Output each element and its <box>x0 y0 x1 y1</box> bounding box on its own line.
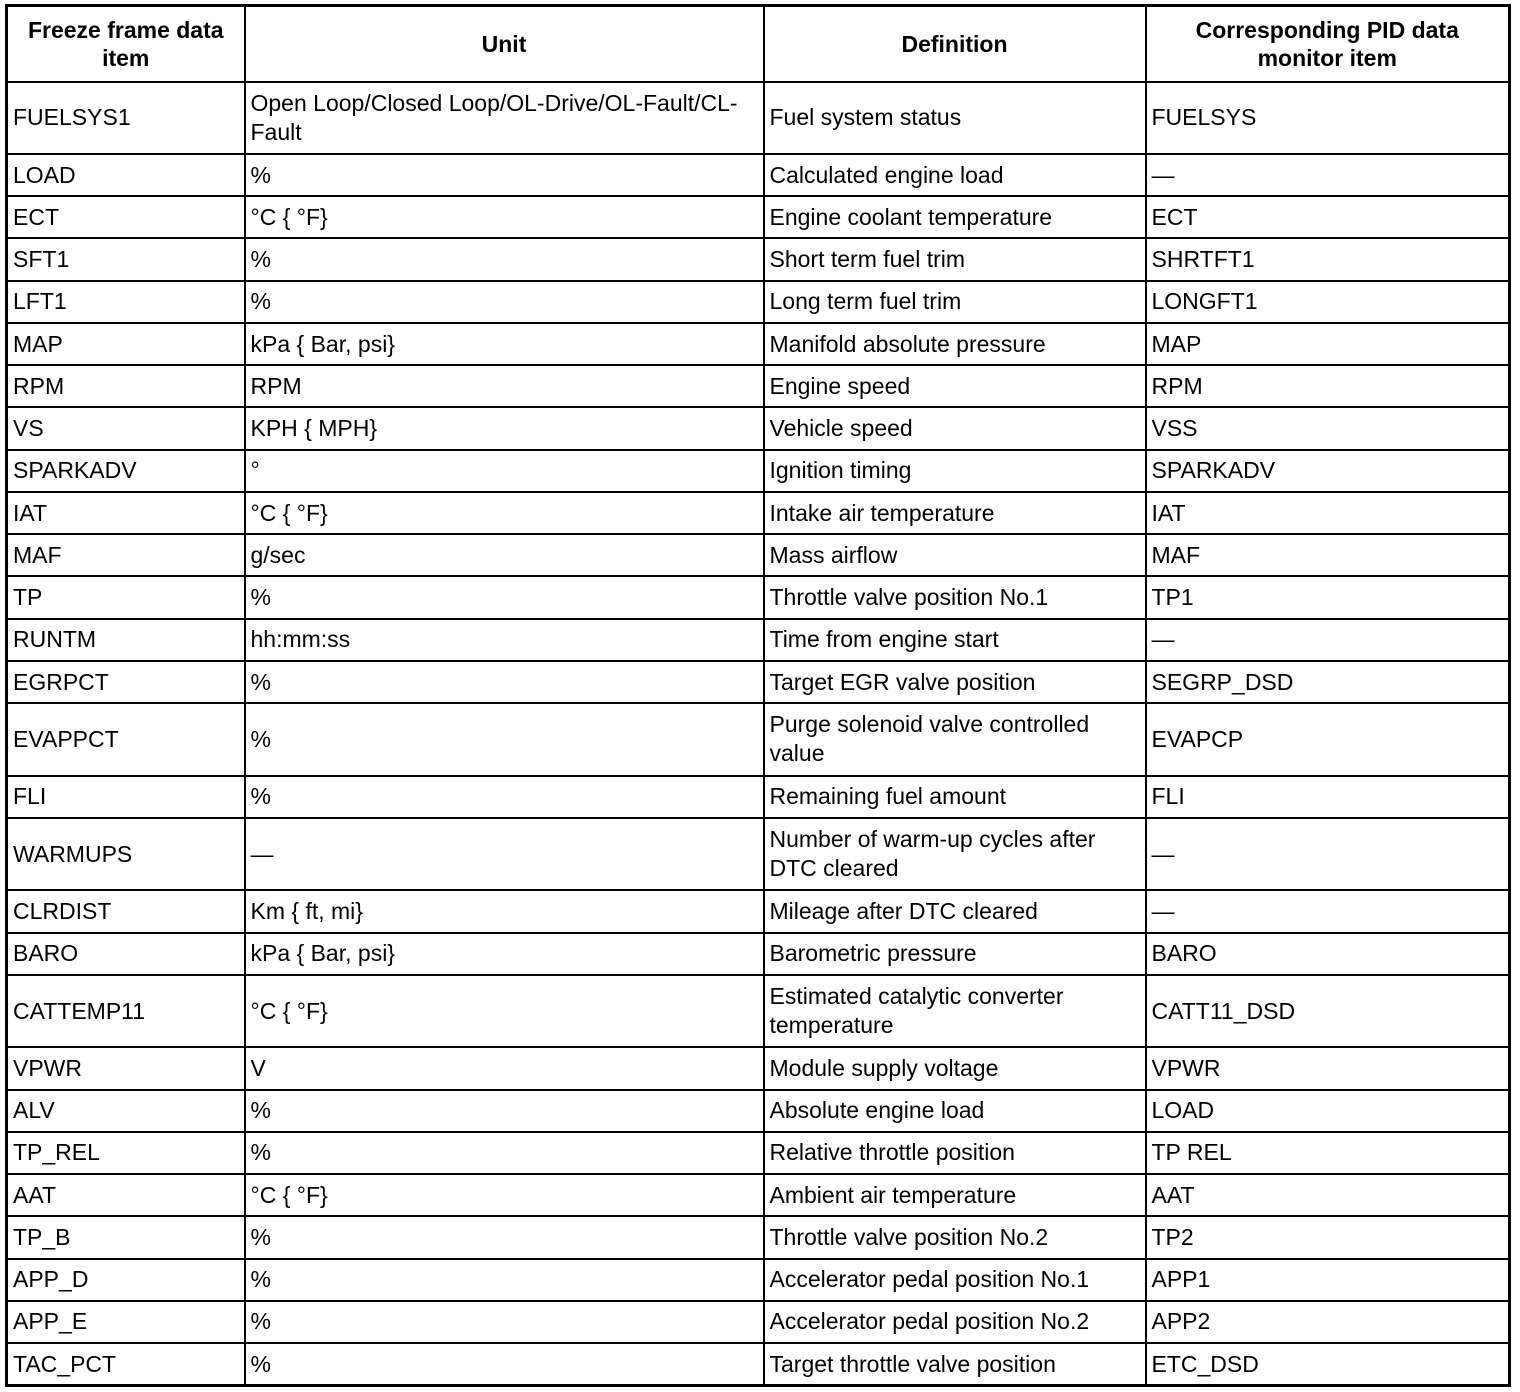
cell-definition: Short term fuel trim <box>764 238 1146 280</box>
cell-definition: Vehicle speed <box>764 407 1146 449</box>
table-row <box>7 1301 1510 1343</box>
cell-definition: Accelerator pedal position No.1 <box>764 1259 1146 1301</box>
table-row <box>7 1216 1510 1258</box>
cell-unit: % <box>245 703 764 775</box>
header-row <box>7 6 1510 82</box>
cell-item: FLI <box>7 776 245 818</box>
cell-pid: RPM <box>1146 365 1510 407</box>
table-row <box>7 1174 1510 1216</box>
cell-definition: Calculated engine load <box>764 154 1146 196</box>
cell-item: TAC_PCT <box>7 1343 245 1386</box>
cell-pid: APP2 <box>1146 1301 1510 1343</box>
cell-pid: — <box>1146 619 1510 661</box>
cell-item: BARO <box>7 933 245 975</box>
header-freeze-frame-item: Freeze frame data item <box>7 6 245 82</box>
cell-pid: APP1 <box>1146 1259 1510 1301</box>
cell-pid: VPWR <box>1146 1047 1510 1089</box>
cell-pid: — <box>1146 890 1510 932</box>
cell-definition: Remaining fuel amount <box>764 776 1146 818</box>
cell-pid: FLI <box>1146 776 1510 818</box>
cell-pid: LONGFT1 <box>1146 281 1510 323</box>
table-row <box>7 818 1510 890</box>
freeze-frame-table <box>5 4 1511 1387</box>
cell-unit: °C { °F} <box>245 1174 764 1216</box>
cell-definition: Time from engine start <box>764 619 1146 661</box>
cell-definition: Absolute engine load <box>764 1090 1146 1132</box>
cell-item: RUNTM <box>7 619 245 661</box>
cell-pid: MAP <box>1146 323 1510 365</box>
cell-definition: Number of warm-up cycles after DTC cleared <box>764 818 1146 890</box>
table-row <box>7 238 1510 280</box>
cell-unit: g/sec <box>245 534 764 576</box>
table-row <box>7 365 1510 407</box>
table-row <box>7 975 1510 1047</box>
cell-pid: LOAD <box>1146 1090 1510 1132</box>
table-row <box>7 1259 1510 1301</box>
cell-pid: TP2 <box>1146 1216 1510 1258</box>
cell-item: VPWR <box>7 1047 245 1089</box>
cell-pid: — <box>1146 154 1510 196</box>
cell-pid: SEGRP_DSD <box>1146 661 1510 703</box>
cell-definition: Long term fuel trim <box>764 281 1146 323</box>
cell-pid: CATT11_DSD <box>1146 975 1510 1047</box>
cell-unit: % <box>245 1301 764 1343</box>
table-row <box>7 1343 1510 1386</box>
cell-item: CATTEMP11 <box>7 975 245 1047</box>
cell-definition: Estimated catalytic converter temperature <box>764 975 1146 1047</box>
cell-definition: Mass airflow <box>764 534 1146 576</box>
table-row <box>7 323 1510 365</box>
table-row <box>7 450 1510 492</box>
table-row <box>7 492 1510 534</box>
cell-definition: Manifold absolute pressure <box>764 323 1146 365</box>
cell-item: MAF <box>7 534 245 576</box>
cell-unit: V <box>245 1047 764 1089</box>
cell-pid: ETC_DSD <box>1146 1343 1510 1386</box>
cell-pid: BARO <box>1146 933 1510 975</box>
cell-pid: FUELSYS <box>1146 82 1510 154</box>
cell-pid: AAT <box>1146 1174 1510 1216</box>
cell-item: CLRDIST <box>7 890 245 932</box>
cell-definition: Purge solenoid valve controlled value <box>764 703 1146 775</box>
cell-unit: % <box>245 154 764 196</box>
cell-item: IAT <box>7 492 245 534</box>
cell-unit: kPa { Bar, psi} <box>245 323 764 365</box>
cell-item: APP_E <box>7 1301 245 1343</box>
header-unit: Unit <box>245 6 764 82</box>
cell-item: AAT <box>7 1174 245 1216</box>
cell-pid: IAT <box>1146 492 1510 534</box>
table-row <box>7 1090 1510 1132</box>
cell-definition: Throttle valve position No.1 <box>764 576 1146 618</box>
cell-unit: % <box>245 661 764 703</box>
cell-item: TP <box>7 576 245 618</box>
table-row <box>7 196 1510 238</box>
cell-item: FUELSYS1 <box>7 82 245 154</box>
cell-pid: TP1 <box>1146 576 1510 618</box>
cell-definition: Ignition timing <box>764 450 1146 492</box>
header-pid-item: Corresponding PID data monitor item <box>1146 6 1510 82</box>
cell-unit: °C { °F} <box>245 196 764 238</box>
cell-unit: °C { °F} <box>245 975 764 1047</box>
table-row <box>7 776 1510 818</box>
cell-definition: Target EGR valve position <box>764 661 1146 703</box>
header-definition: Definition <box>764 6 1146 82</box>
cell-definition: Engine coolant temperature <box>764 196 1146 238</box>
cell-pid: SPARKADV <box>1146 450 1510 492</box>
cell-item: TP_REL <box>7 1132 245 1174</box>
cell-item: EGRPCT <box>7 661 245 703</box>
cell-pid: — <box>1146 818 1510 890</box>
table-row <box>7 82 1510 154</box>
cell-unit: hh:mm:ss <box>245 619 764 661</box>
cell-pid: SHRTFT1 <box>1146 238 1510 280</box>
cell-definition: Relative throttle position <box>764 1132 1146 1174</box>
cell-unit: % <box>245 1216 764 1258</box>
table-row <box>7 281 1510 323</box>
cell-unit: °C { °F} <box>245 492 764 534</box>
cell-unit: % <box>245 1259 764 1301</box>
cell-item: ALV <box>7 1090 245 1132</box>
cell-item: SPARKADV <box>7 450 245 492</box>
cell-pid: MAF <box>1146 534 1510 576</box>
cell-item: TP_B <box>7 1216 245 1258</box>
cell-definition: Ambient air temperature <box>764 1174 1146 1216</box>
cell-unit: KPH { MPH} <box>245 407 764 449</box>
cell-pid: ECT <box>1146 196 1510 238</box>
table-row <box>7 1132 1510 1174</box>
table-row <box>7 619 1510 661</box>
cell-unit: ° <box>245 450 764 492</box>
cell-definition: Mileage after DTC cleared <box>764 890 1146 932</box>
table-row <box>7 407 1510 449</box>
cell-definition: Module supply voltage <box>764 1047 1146 1089</box>
table-row <box>7 576 1510 618</box>
cell-unit: kPa { Bar, psi} <box>245 933 764 975</box>
cell-unit: % <box>245 1343 764 1386</box>
cell-unit: RPM <box>245 365 764 407</box>
cell-pid: VSS <box>1146 407 1510 449</box>
cell-unit: % <box>245 1132 764 1174</box>
cell-unit: Km { ft, mi} <box>245 890 764 932</box>
cell-item: WARMUPS <box>7 818 245 890</box>
cell-unit: % <box>245 1090 764 1132</box>
table-row <box>7 154 1510 196</box>
table-row <box>7 661 1510 703</box>
cell-definition: Accelerator pedal position No.2 <box>764 1301 1146 1343</box>
cell-item: EVAPPCT <box>7 703 245 775</box>
cell-definition: Fuel system status <box>764 82 1146 154</box>
cell-item: LFT1 <box>7 281 245 323</box>
cell-pid: TP REL <box>1146 1132 1510 1174</box>
cell-unit: % <box>245 576 764 618</box>
table-row <box>7 933 1510 975</box>
cell-unit: Open Loop/Closed Loop/OL-Drive/OL-Fault/CL-Fault <box>245 82 764 154</box>
cell-definition: Intake air temperature <box>764 492 1146 534</box>
cell-definition: Barometric pressure <box>764 933 1146 975</box>
cell-definition: Target throttle valve position <box>764 1343 1146 1386</box>
cell-definition: Throttle valve position No.2 <box>764 1216 1146 1258</box>
cell-definition: Engine speed <box>764 365 1146 407</box>
cell-item: ECT <box>7 196 245 238</box>
cell-unit: % <box>245 238 764 280</box>
cell-unit: % <box>245 281 764 323</box>
cell-unit: — <box>245 818 764 890</box>
cell-unit: % <box>245 776 764 818</box>
table-row <box>7 890 1510 932</box>
table-row <box>7 703 1510 775</box>
cell-item: RPM <box>7 365 245 407</box>
cell-item: VS <box>7 407 245 449</box>
cell-item: MAP <box>7 323 245 365</box>
cell-item: APP_D <box>7 1259 245 1301</box>
cell-pid: EVAPCP <box>1146 703 1510 775</box>
table-row <box>7 1047 1510 1089</box>
cell-item: SFT1 <box>7 238 245 280</box>
cell-item: LOAD <box>7 154 245 196</box>
table-row <box>7 534 1510 576</box>
